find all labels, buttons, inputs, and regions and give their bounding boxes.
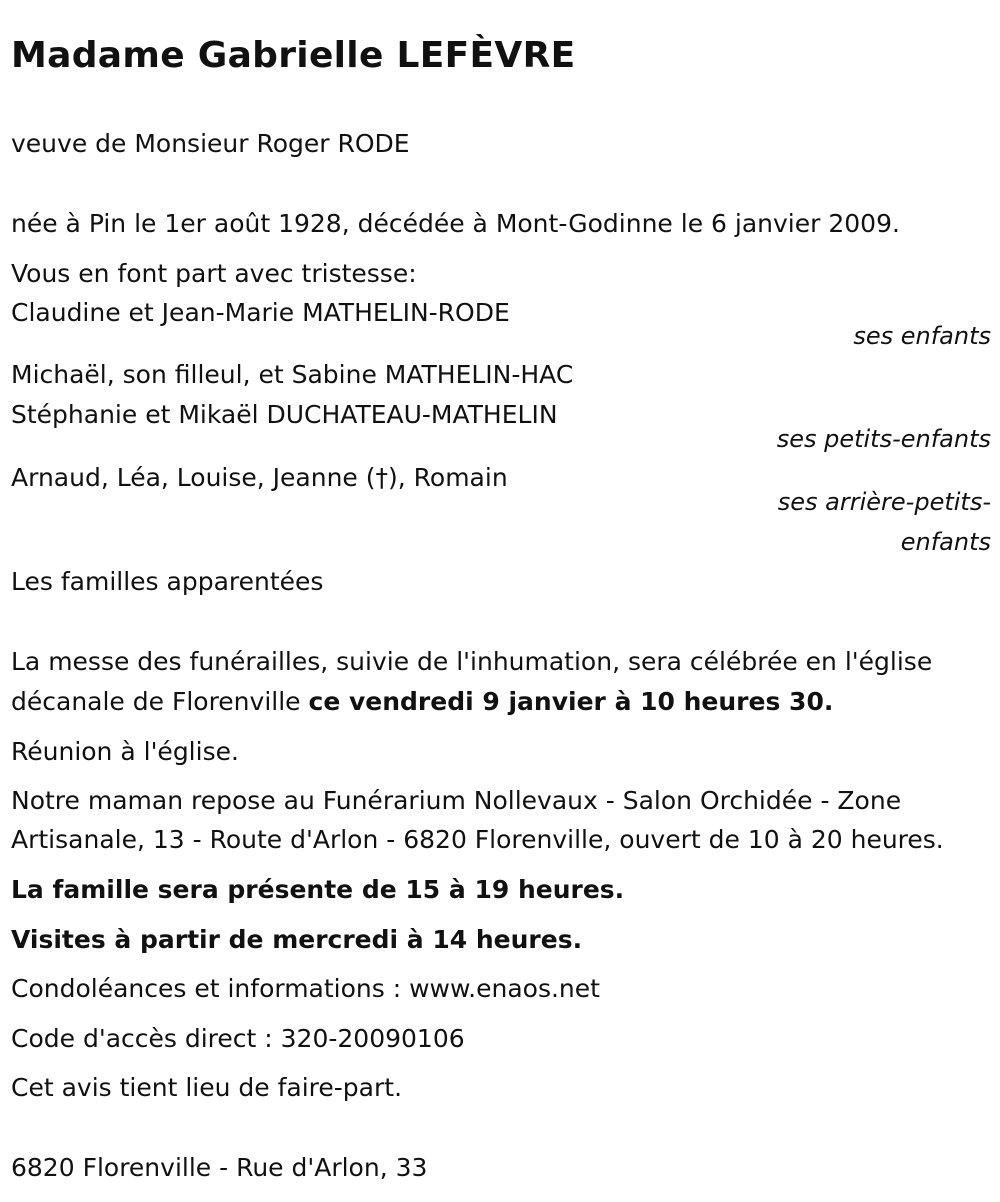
repose-line-1: Notre maman repose au Funérarium Nollevaux - Salon Orchidée - Zone	[11, 786, 902, 815]
access-code-text: Code d'accès direct : 320-20090106	[11, 1024, 465, 1053]
funeral-line-1: La messe des funérailles, suivie de l'inhumation, sera célébrée en l'église	[11, 647, 933, 676]
faire-part-text: Cet avis tient lieu de faire-part.	[11, 1073, 403, 1102]
great-grandchildren-role: ses arrière-petits-enfants	[777, 488, 991, 556]
repose-line-2: Artisanale, 13 - Route d'Arlon - 6820 Florenville, ouvert de 10 à 20 heures.	[11, 825, 944, 854]
deceased-name: Madame Gabrielle LEFÈVRE	[11, 35, 576, 76]
meeting-text: Réunion à l'église.	[11, 737, 239, 766]
birth-death-text: née à Pin le 1er août 1928, décédée à Mont-Godinne le 6 janvier 2009.	[11, 209, 900, 238]
family-presence-text: La famille sera présente de 15 à 19 heures.	[11, 875, 625, 904]
intro-text: Vous en font part avec tristesse:	[11, 259, 417, 288]
related-families: Les familles apparentées	[11, 567, 324, 596]
funeral-location: décanale de Florenville	[11, 687, 309, 716]
widow-of-text: veuve de Monsieur Roger RODE	[11, 129, 410, 158]
great-grandchildren-names: Arnaud, Léa, Louise, Jeanne (†), Romain	[11, 463, 508, 492]
grandchildren-line-2: Stéphanie et Mikaël DUCHATEAU-MATHELIN	[11, 400, 558, 429]
address-text: 6820 Florenville - Rue d'Arlon, 33	[11, 1153, 428, 1182]
grandchildren-role: ses petits-enfants	[776, 425, 991, 453]
children-role: ses enfants	[853, 322, 991, 350]
funeral-datetime: ce vendredi 9 janvier à 10 heures 30.	[308, 687, 834, 716]
condolences-text: Condoléances et informations : www.enaos.net	[11, 974, 600, 1003]
children-names: Claudine et Jean-Marie MATHELIN-RODE	[11, 298, 510, 327]
funeral-line-2	[11, 686, 991, 718]
grandchildren-line-1: Michaël, son filleul, et Sabine MATHELIN-HAC	[11, 360, 574, 389]
visits-text: Visites à partir de mercredi à 14 heures.	[11, 925, 583, 954]
